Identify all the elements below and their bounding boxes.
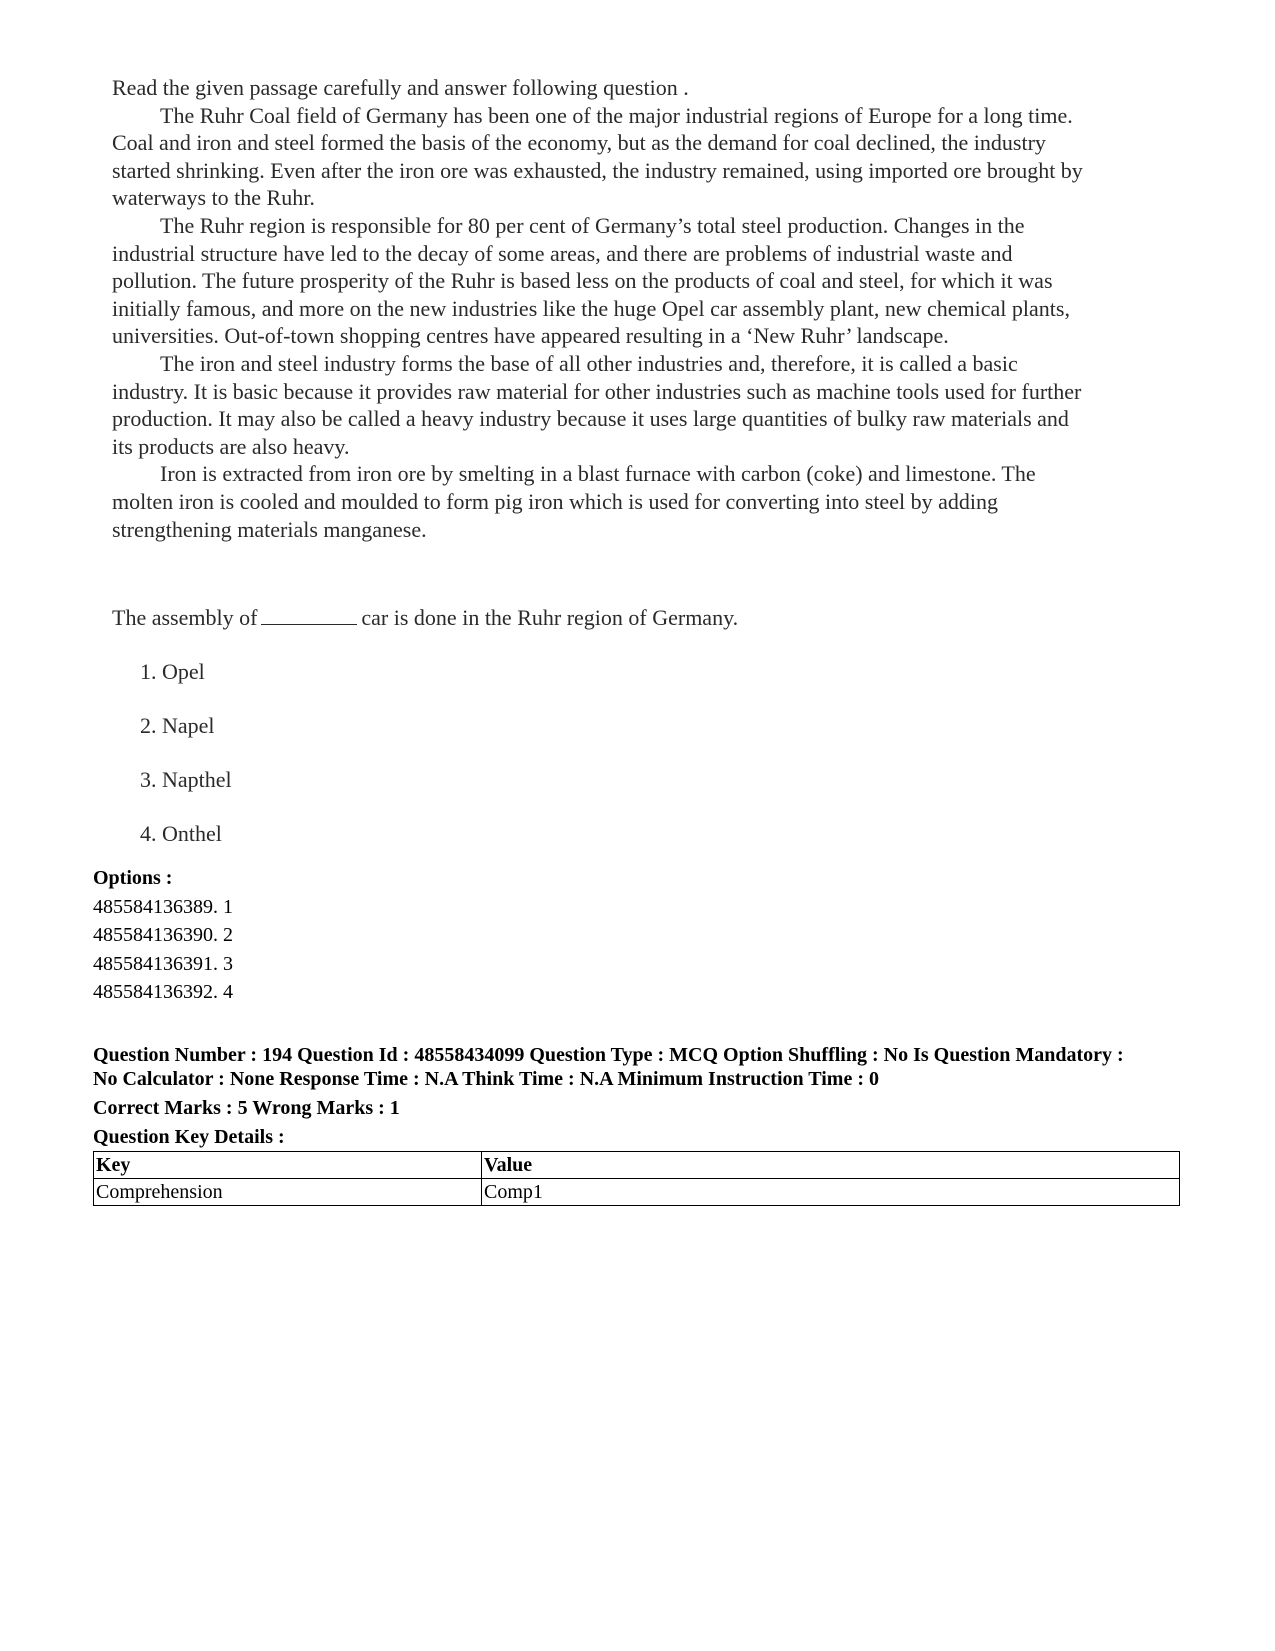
question-stem-after: car is done in the Ruhr region of Germany.	[361, 605, 739, 630]
passage-line: The Ruhr Coal field of Germany has been one of the major industrial regions of Europe for a long time.	[160, 102, 1073, 128]
passage-line: industry. It is basic because it provides raw material for other industries such as machine tools used for further	[112, 378, 1082, 404]
option-id-item: 485584136390. 2	[93, 924, 233, 946]
table-cell-key: Comprehension	[94, 1179, 482, 1206]
question-stem-before: The assembly of	[112, 605, 258, 630]
passage-intro: Read the given passage carefully and answer following question .	[112, 75, 689, 100]
passage	[112, 74, 1172, 543]
option-id-item: 485584136391. 3	[93, 952, 233, 975]
passage-line: started shrinking. Even after the iron ore was exhausted, the industry remained, using imported ore brought by	[112, 157, 1083, 183]
option-id-item: 485584136392. 4	[93, 981, 233, 1003]
passage-line: initially famous, and more on the new industries like the huge Opel car assembly plant, new chemical plants,	[112, 295, 1070, 321]
question-stem	[112, 604, 738, 632]
options-section	[93, 864, 233, 1007]
answer-choice: 3. Napthel	[140, 767, 232, 792]
answer-choice: 2. Napel	[140, 713, 215, 738]
passage-line: industrial structure have led to the decay of some areas, and there are problems of industrial waste and	[112, 240, 1013, 266]
fill-in-blank	[261, 606, 357, 625]
passage-line: Iron is extracted from iron ore by smelting in a blast furnace with carbon (coke) and limestone. The	[160, 461, 1036, 487]
option-id-item: 485584136389. 1	[93, 895, 233, 918]
table-row	[94, 1179, 1180, 1206]
passage-line: pollution. The future prosperity of the Ruhr is based less on the products of coal and steel, for which it was	[112, 268, 1053, 294]
passage-line: universities. Out-of-town shopping centres have appeared resulting in a ‘New Ruhr’ landscape.	[112, 323, 949, 349]
table-header-key: Key	[94, 1152, 482, 1179]
answer-choice: 4. Onthel	[140, 821, 222, 846]
metadata-line: Question Number : 194 Question Id : 48558434099 Question Type : MCQ Option Shuffling : No Is Question Mandatory :	[93, 1044, 1124, 1066]
table-header-row	[94, 1152, 1180, 1179]
metadata-line: No Calculator : None Response Time : N.A Think Time : N.A Minimum Instruction Time : 0	[93, 1068, 879, 1090]
answer-choices	[140, 658, 232, 874]
passage-line: production. It may also be called a heavy industry because it uses large quantities of bulky raw materials and	[112, 406, 1069, 432]
table-cell-value: Comp1	[482, 1179, 1180, 1206]
key-details-heading: Question Key Details :	[93, 1126, 285, 1148]
passage-line: molten iron is cooled and moulded to form pig iron which is used for converting into steel by adding	[112, 488, 998, 514]
passage-line: strengthening materials manganese.	[112, 516, 427, 542]
options-heading: Options :	[93, 867, 173, 889]
key-details-table	[93, 1151, 1180, 1206]
table-header-value: Value	[482, 1152, 1180, 1179]
answer-choice: 1. Opel	[140, 659, 205, 684]
passage-line: The iron and steel industry forms the base of all other industries and, therefore, it is called a basic	[160, 350, 1018, 376]
passage-line: Coal and iron and steel formed the basis of the economy, but as the demand for coal declined, the industry	[112, 130, 1046, 156]
question-metadata	[93, 1043, 1203, 1149]
passage-line: waterways to the Ruhr.	[112, 185, 315, 211]
passage-line: its products are also heavy.	[112, 433, 350, 459]
passage-line: The Ruhr region is responsible for 80 per cent of Germany’s total steel production. Changes in the	[160, 212, 1025, 238]
marks-line: Correct Marks : 5 Wrong Marks : 1	[93, 1097, 400, 1119]
